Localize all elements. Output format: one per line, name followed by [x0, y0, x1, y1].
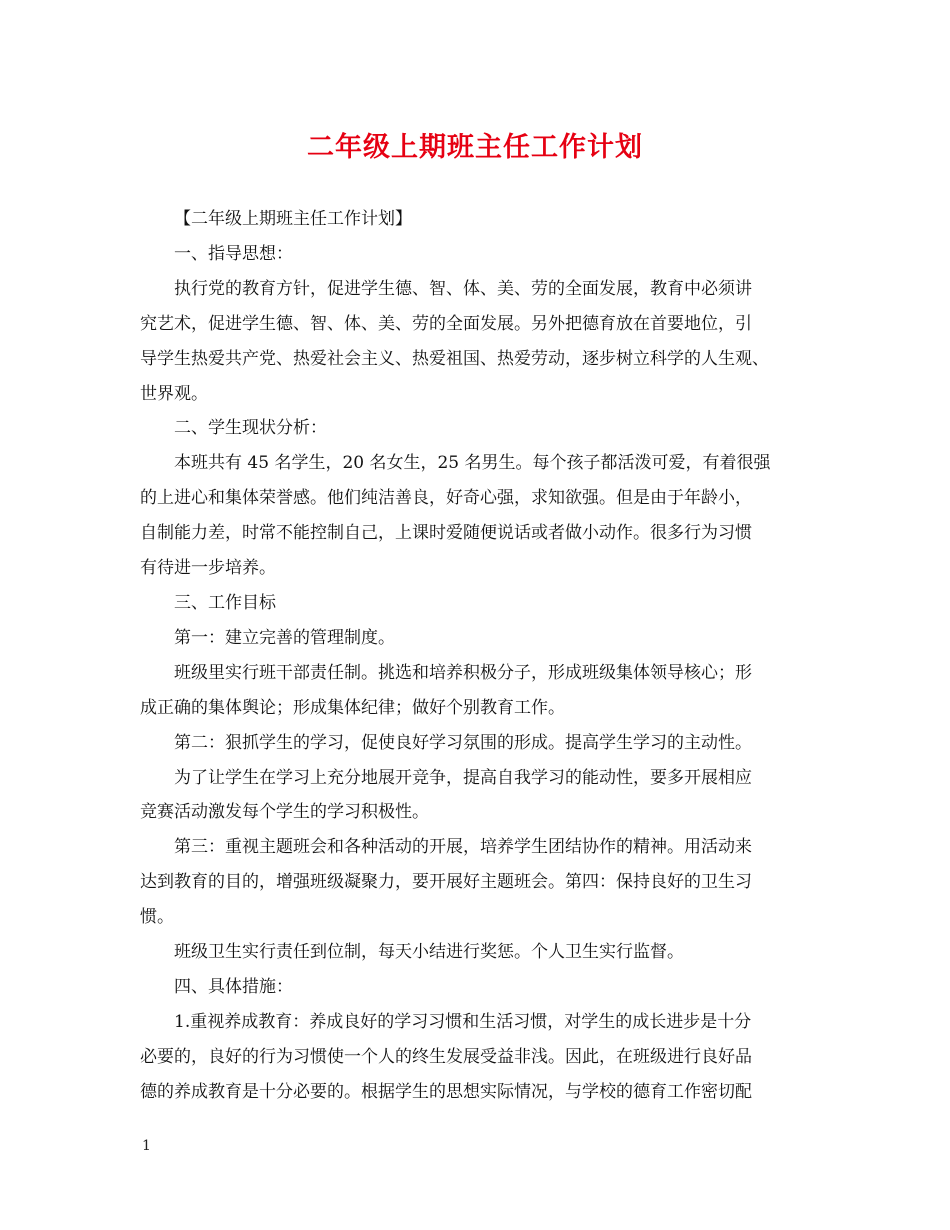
document-title: 二年级上期班主任工作计划	[307, 132, 643, 163]
paragraph-line: 1.重视养成教育：养成良好的学习习惯和生活习惯，对学生的成长进步是十分	[174, 1011, 752, 1032]
paragraph-line: 为了让学生在学习上充分地展开竞争，提高自我学习的能动性，要多开展相应	[174, 767, 752, 788]
paragraph-line: 二、学生现状分析：	[174, 418, 327, 439]
paragraph	[140, 935, 820, 970]
paragraph	[140, 446, 820, 586]
paragraph-line: 究艺术，促进学生德、智、体、美、劳的全面发展。另外把德育放在首要地位，引	[140, 313, 752, 334]
paragraph-line: 德的养成教育是十分必要的。根据学生的思想实际情况，与学校的德育工作密切配	[140, 1081, 752, 1102]
paragraph	[140, 830, 820, 935]
paragraph-line: 必要的，良好的行为习惯使一个人的终生发展受益非浅。因此，在班级进行良好品	[140, 1046, 752, 1067]
paragraph	[140, 726, 820, 761]
paragraph-line: 第二：狠抓学生的学习，促使良好学习氛围的形成。提高学生学习的主动性。	[174, 732, 752, 753]
paragraph-line: 班级里实行班干部责任制。挑选和培养积极分子，形成班级集体领导核心；形	[174, 662, 752, 683]
paragraph	[140, 586, 820, 621]
paragraph-line: 竞赛活动激发每个学生的学习积极性。	[140, 802, 429, 823]
paragraph	[140, 1005, 820, 1110]
paragraph-line: 成正确的集体舆论；形成集体纪律；做好个别教育工作。	[140, 697, 565, 718]
paragraph	[140, 656, 820, 726]
paragraph-line: 有待进一步培养。	[140, 558, 276, 579]
paragraph-line: 三、工作目标	[174, 592, 276, 613]
paragraph-line: 【二年级上期班主任工作计划】	[174, 209, 412, 229]
document-body	[140, 202, 820, 1110]
paragraph-line: 第三：重视主题班会和各种活动的开展，培养学生团结协作的精神。用活动来	[174, 837, 752, 858]
paragraph	[140, 761, 820, 831]
paragraph	[140, 970, 820, 1005]
paragraph-line: 一、指导思想：	[174, 243, 293, 264]
paragraph-line: 执行党的教育方针，促进学生德、智、体、美、劳的全面发展，教育中必须讲	[174, 278, 752, 299]
paragraph-line: 达到教育的目的，增强班级凝聚力，要开展好主题班会。第四：保持良好的卫生习	[140, 872, 752, 893]
paragraph-line: 班级卫生实行责任到位制，每天小结进行奖惩。个人卫生实行监督。	[174, 942, 684, 963]
paragraph	[140, 202, 820, 237]
paragraph-line: 四、具体措施：	[174, 976, 293, 997]
page-number: 1	[142, 1138, 151, 1154]
paragraph-line: 的上进心和集体荣誉感。他们纯洁善良，好奇心强，求知欲强。但是由于年龄小，	[140, 488, 752, 509]
paragraph-line: 本班共有 45 名学生，20 名女生，25 名男生。每个孩子都活泼可爱，有着很强	[174, 453, 771, 474]
paragraph-line: 世界观。	[140, 383, 208, 404]
paragraph	[140, 272, 820, 412]
paragraph-line: 惯。	[140, 907, 174, 928]
paragraph	[140, 411, 820, 446]
paragraph	[140, 237, 820, 272]
paragraph-line: 导学生热爱共产党、热爱社会主义、热爱祖国、热爱劳动，逐步树立科学的人生观、	[140, 348, 769, 369]
paragraph-line: 自制能力差，时常不能控制自己，上课时爱随便说话或者做小动作。很多行为习惯	[140, 523, 752, 544]
paragraph	[140, 621, 820, 656]
paragraph-line: 第一：建立完善的管理制度。	[174, 627, 395, 648]
